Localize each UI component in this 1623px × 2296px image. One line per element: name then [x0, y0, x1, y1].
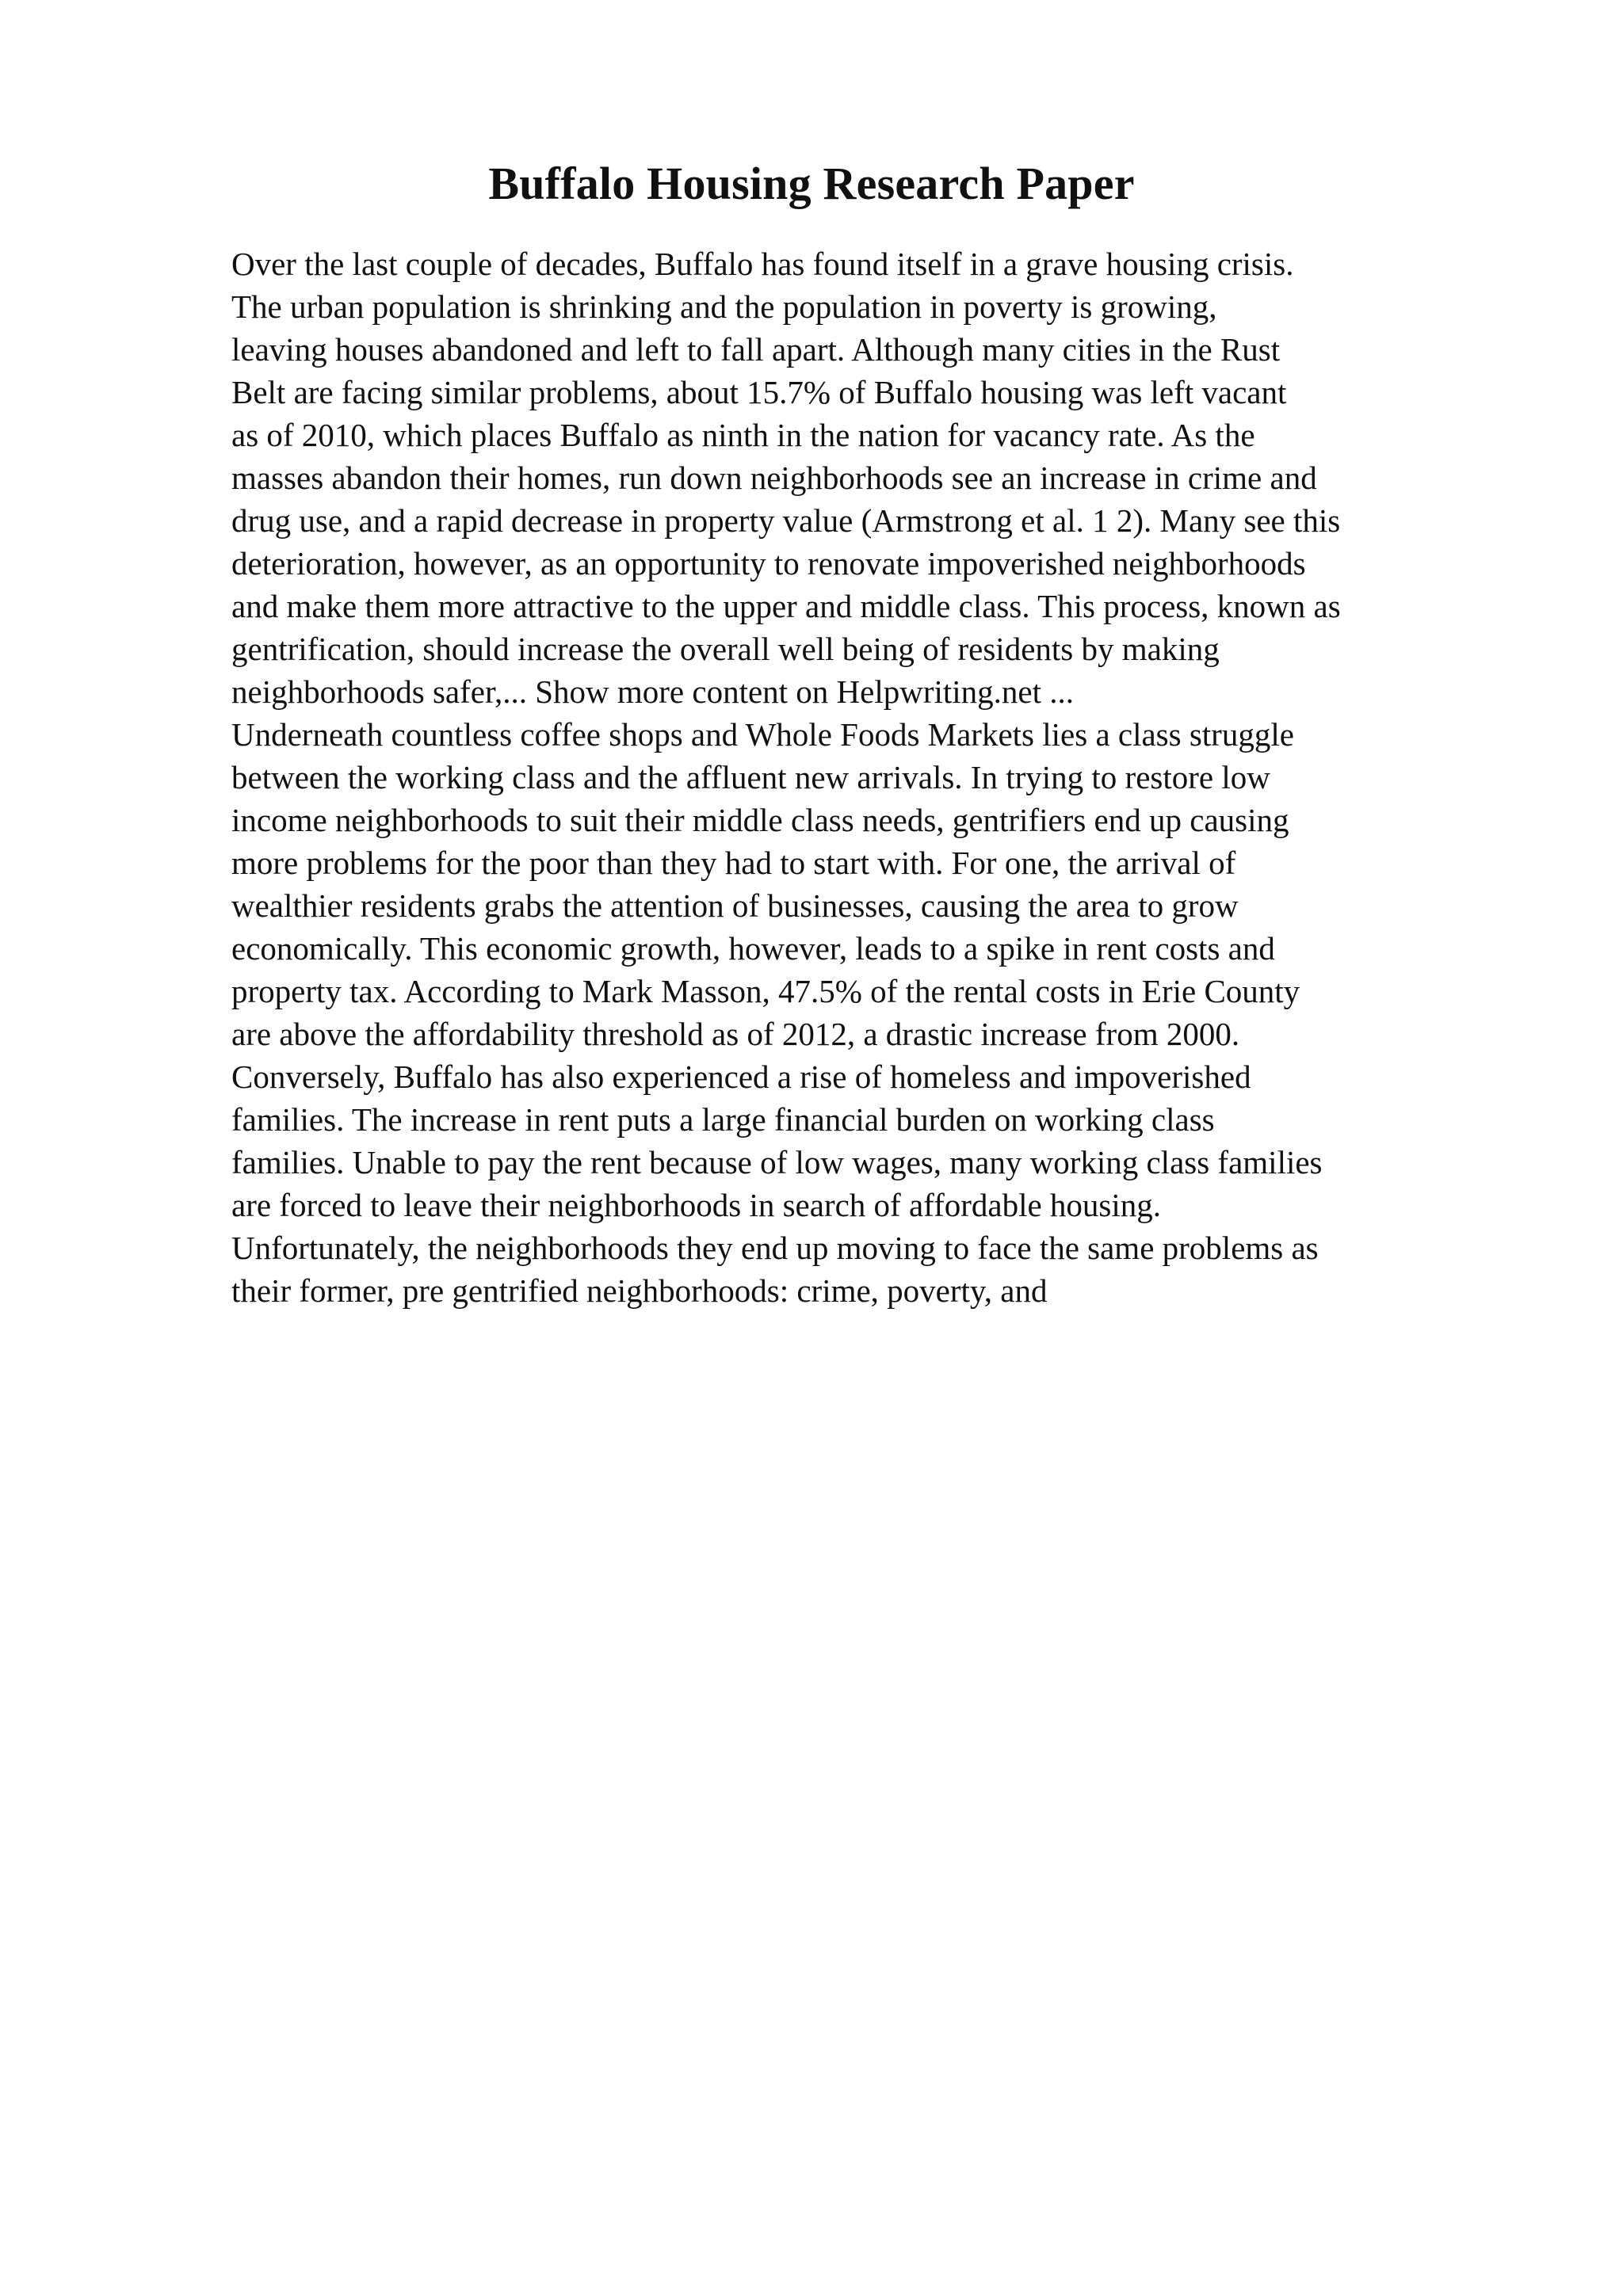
text-line: wealthier residents grabs the attention of businesses, causing the area to grow — [231, 887, 1239, 924]
document-title: Buffalo Housing Research Paper — [488, 158, 1135, 209]
text-line: Belt are facing similar problems, about 15.7% of Buffalo housing was left vacant — [231, 374, 1287, 410]
text-line: neighborhoods safer,... Show more content on Helpwriting.net ... — [231, 673, 1075, 710]
text-line: families. Unable to pay the rent because of low wages, many working class families — [231, 1144, 1323, 1180]
text-line: Underneath countless coffee shops and Whole Foods Markets lies a class struggle — [231, 716, 1294, 753]
text-line: economically. This economic growth, however, leads to a spike in rent costs and — [231, 930, 1275, 967]
text-line: leaving houses abandoned and left to fall apart. Although many cities in the Rust — [231, 331, 1281, 368]
text-line: masses abandon their homes, run down neighborhoods see an increase in crime and — [231, 460, 1317, 496]
text-line: are forced to leave their neighborhoods in search of affordable housing. — [231, 1187, 1162, 1223]
text-line: Conversely, Buffalo has also experienced a rise of homeless and impoverished — [231, 1058, 1251, 1095]
text-line: and make them more attractive to the upper and middle class. This process, known as — [231, 588, 1341, 624]
text-line: property tax. According to Mark Masson, 47.5% of the rental costs in Erie County — [231, 973, 1300, 1009]
text-line: income neighborhoods to suit their middle class needs, gentrifiers end up causing — [231, 802, 1289, 838]
text-line: Unfortunately, the neighborhoods they end up moving to face the same problems as — [231, 1230, 1319, 1266]
text-line: their former, pre gentrified neighborhoods: crime, poverty, and — [231, 1272, 1048, 1309]
text-line: as of 2010, which places Buffalo as ninth in the nation for vacancy rate. As the — [231, 417, 1255, 453]
document-body — [231, 242, 1499, 1312]
text-line: gentrification, should increase the overall well being of residents by making — [231, 631, 1220, 667]
text-line: families. The increase in rent puts a large financial burden on working class — [231, 1101, 1215, 1138]
text-line: drug use, and a rapid decrease in property value (Armstrong et al. 1 2). Many see this — [231, 502, 1341, 539]
text-line: The urban population is shrinking and the population in poverty is growing, — [231, 288, 1217, 325]
text-line: Over the last couple of decades, Buffalo has found itself in a grave housing crisis. — [231, 246, 1294, 282]
text-line: more problems for the poor than they had to start with. For one, the arrival of — [231, 845, 1236, 881]
text-line: between the working class and the affluent new arrivals. In trying to restore low — [231, 759, 1270, 795]
text-line: are above the affordability threshold as of 2012, a drastic increase from 2000. — [231, 1016, 1240, 1052]
text-line: deterioration, however, as an opportunity to renovate impoverished neighborhoods — [231, 545, 1306, 582]
